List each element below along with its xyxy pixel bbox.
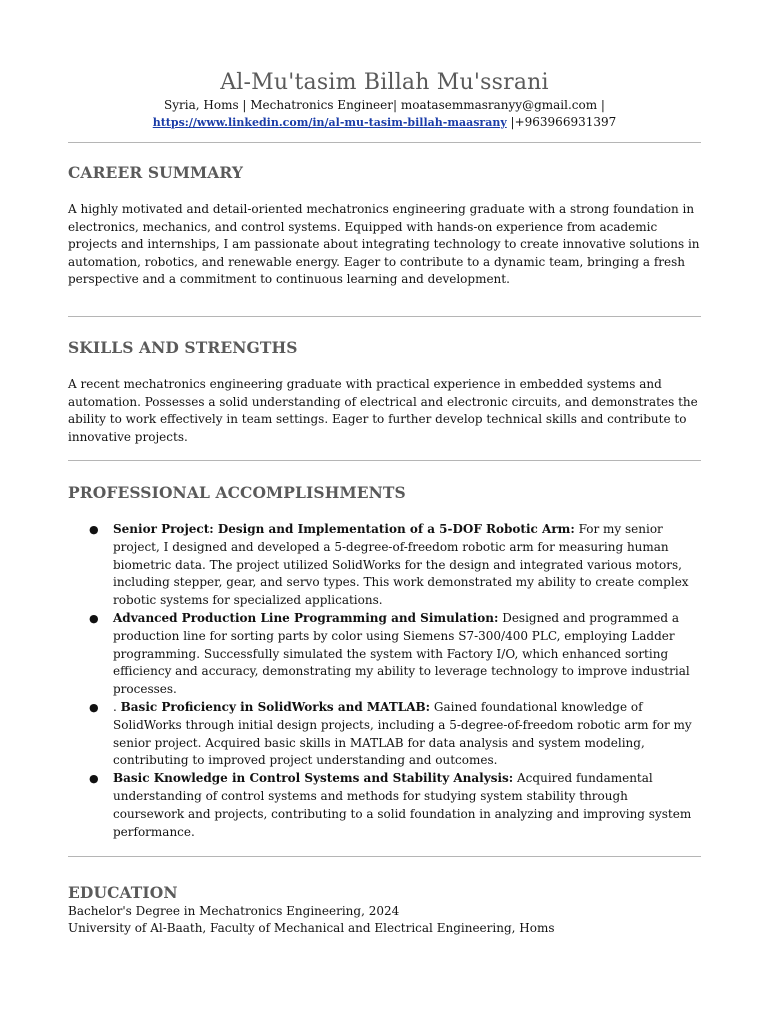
item-title: Advanced Production Line Programming and Simulation: [113, 610, 499, 625]
skills-text: A recent mechatronics engineering graduate with practical experience in embedded systems and automation. Possesses a solid understanding of electrical and electronic circuits, and demonstrates the ability to work effectively in team settings. Eager to further develop technical skills and contribute to innovative projects. [68, 377, 698, 444]
divider [68, 856, 701, 857]
bullet-icon: ● [89, 700, 99, 714]
item-title: Basic Proficiency in SolidWorks and MATLAB: [120, 699, 431, 714]
list-item [68, 770, 701, 841]
education-school: University of Al-Baath, Faculty of Mechanical and Electrical Engineering, Homs [68, 921, 555, 935]
contact-prefix: Syria, Homs | Mechatronics Engineer| moatasemmasranyy@gmail.com | [164, 98, 605, 112]
item-text: Designed and programmed a production line for sorting parts by color using Siemens S7-300/400 PLC, employing Ladder programming. Successfully simulated the system with Factory I/O, which enhanced sorting efficiency and accuracy, demonstrating my ability to leverage technology to improve industrial processes. [113, 610, 690, 697]
contact-line [68, 97, 701, 131]
item-title: Basic Knowledge in Control Systems and Stability Analysis: [113, 771, 514, 786]
item-prefix: . [113, 699, 121, 714]
skills-heading: SKILLS AND STRENGTHS [68, 338, 298, 357]
list-item [68, 699, 701, 770]
contact-suffix: |+963966931397 [506, 115, 617, 129]
accomplishments-heading: PROFESSIONAL ACCOMPLISHMENTS [68, 483, 406, 502]
candidate-name: Al-Mu'tasim Billah Mu'ssrani [220, 70, 549, 95]
education-degree: Bachelor's Degree in Mechatronics Engineering, 2024 [68, 904, 400, 918]
divider [68, 142, 701, 143]
accomplishments-list [68, 521, 701, 841]
bullet-icon: ● [89, 772, 99, 786]
item-text: Gained foundational knowledge of SolidWorks through initial design projects, including a 5-degree-of-freedom robotic arm for my senior project. Acquired basic skills in MATLAB for data analysis and system modeling, contributing to improved project understanding and outcomes. [113, 699, 692, 768]
divider [68, 316, 701, 317]
list-item [68, 521, 701, 610]
bullet-icon: ● [89, 611, 99, 625]
item-text: For my senior project, I designed and developed a 5-degree-of-freedom robotic arm for measuring human biometric data. The project utilized SolidWorks for the design and integrated various motors, including stepper, gear, and servo types. This work demonstrated my ability to create complex robotic systems for specialized applications. [113, 522, 689, 608]
career-summary-text: A highly motivated and detail-oriented mechatronics engineering graduate with a strong foundation in electronics, mechanics, and control systems. Equipped with hands-on experience from academic projects and internships, I am passionate about integrating technology to create innovative solutions in automation, robotics, and renewable energy. Eager to contribute to a dynamic team, bringing a fresh perspective and a commitment to continuous learning and development. [68, 202, 700, 287]
bullet-icon: ● [89, 523, 99, 536]
linkedin-link[interactable]: https://www.linkedin.com/in/al-mu-tasim-billah-maasrany [152, 116, 507, 129]
item-title: Senior Project: Design and Implementation of a 5-DOF Robotic Arm: [113, 522, 575, 536]
education-heading: EDUCATION [68, 883, 178, 902]
career-summary-heading: CAREER SUMMARY [68, 163, 244, 182]
item-text: Acquired fundamental understanding of control systems and methods for studying system stability through coursework and projects, contributing to a solid foundation in analyzing and improving system performance. [113, 771, 692, 839]
divider [68, 460, 701, 461]
list-item [68, 610, 701, 699]
